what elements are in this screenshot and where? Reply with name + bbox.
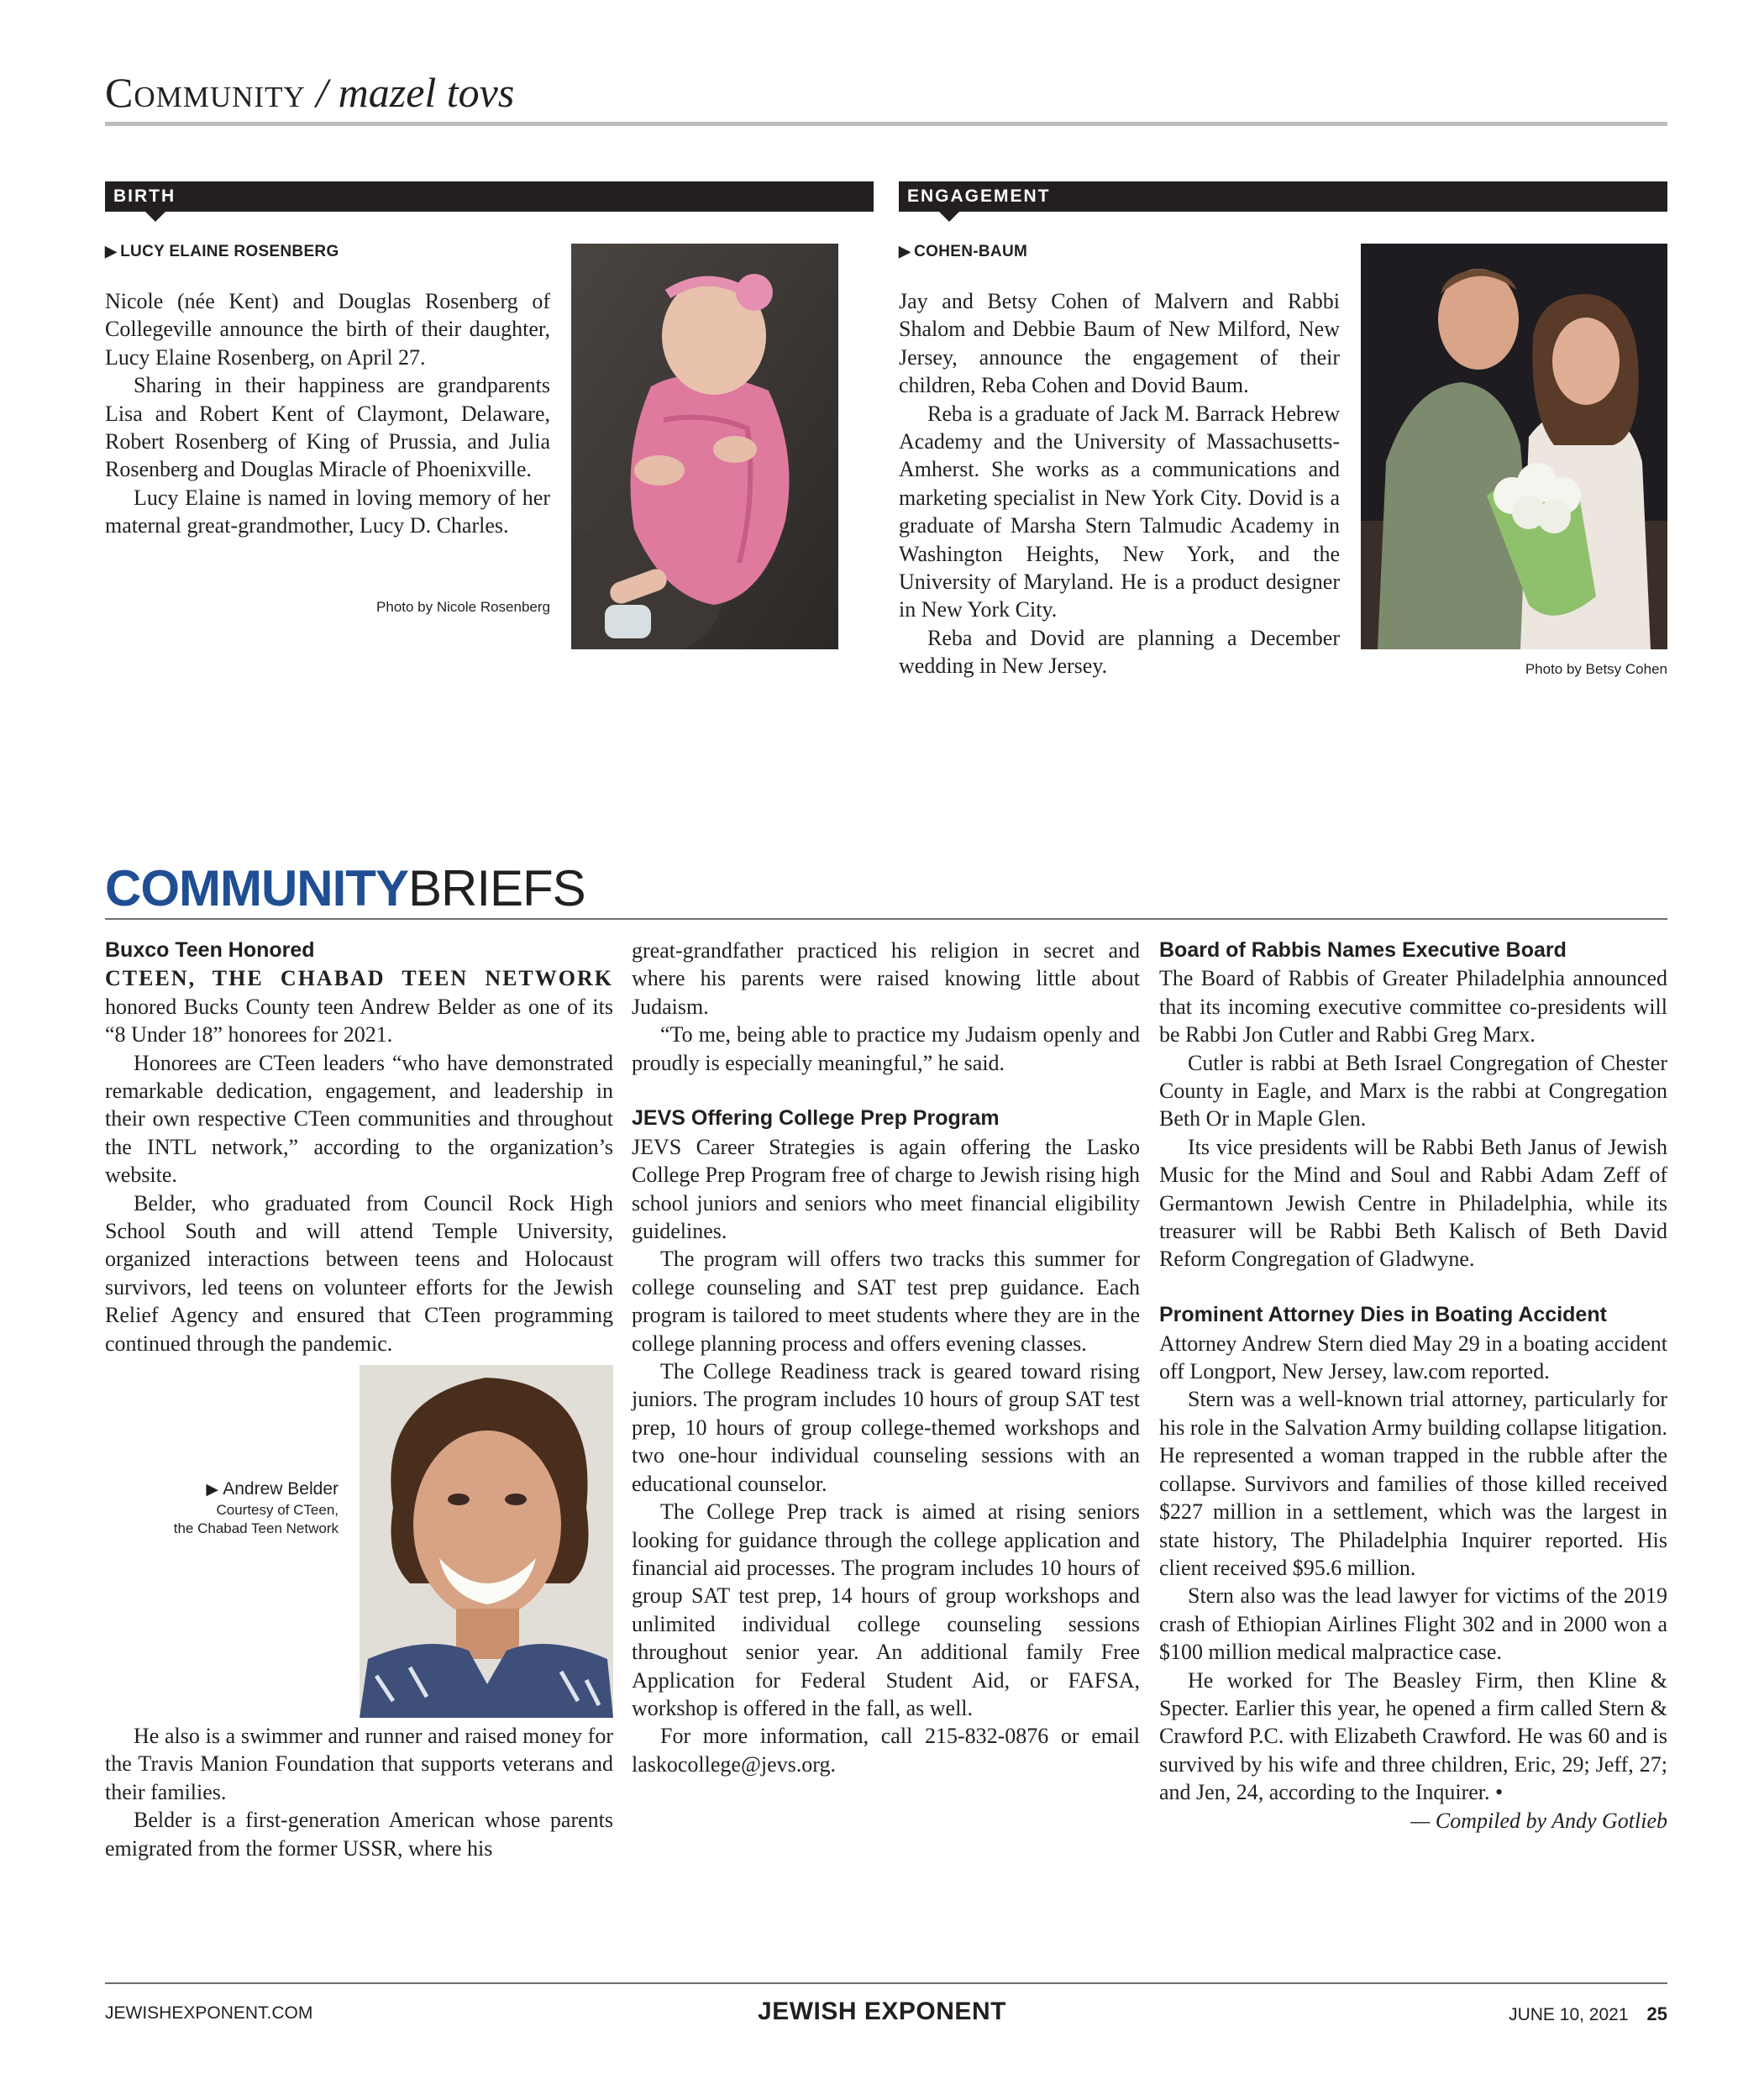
belder-caption-name-row [105, 1478, 339, 1501]
buxco-lead-rest: honored Bucks County teen Andrew Belder as one of its “8 Under 18” honorees for 2021. [105, 994, 613, 1047]
belder-caption-credit-2: the Chabad Teen Network [173, 1520, 339, 1536]
birth-paragraph: Lucy Elaine is named in loving memory of her maternal great-grandmother, Lucy D. Charles. [105, 485, 550, 538]
story-spacer [1159, 1273, 1667, 1301]
jevs-paragraph: The College Prep track is aimed at rising seniors looking for guidance through the college application and financial aid processes. The program includes 10 hours of group SAT test prep, 14 hours of group workshops and unlimited individual college counseling sessions throughout senior year. An additional family Free Application for Federal Student Aid, or FAFSA, workshop is offered in the fall, as well. [632, 1499, 1140, 1720]
footer-date-page [1509, 2003, 1667, 2025]
column-2 [632, 937, 1140, 1778]
briefs-title-bold: COMMUNITY [105, 860, 408, 916]
briefs-title [105, 861, 585, 916]
play-triangle-icon: ▶ [899, 243, 911, 260]
buxco-headline: Buxco Teen Honored [105, 938, 315, 962]
attorney-last-text: He worked for The Beasley Firm, then Kline & Specter. Earlier this year, he opened a firm called Stern & Crawford P.C. with Elizabeth Crawford. He was 60 and is survived by his wife and three children, Eric, 29; Jeff, 27; and Jen, 24, according to the Inquirer. [1159, 1667, 1667, 1805]
birth-photo-credit: Photo by Nicole Rosenberg [376, 599, 550, 615]
buxco-paragraph: He also is a swimmer and runner and raised money for the Travis Manion Foundation that supports veterans and their families. [105, 1724, 613, 1804]
end-mark: • [1495, 1780, 1504, 1805]
story-spacer [632, 1077, 1140, 1105]
baby-photo [571, 244, 838, 649]
section-name: Community [105, 69, 306, 116]
attorney-paragraph: Attorney Andrew Stern died May 29 in a boating accident off Longport, New Jersey, law.com reported. [1159, 1331, 1667, 1384]
attorney-paragraph [1159, 1667, 1667, 1807]
rabbis-paragraph: Cutler is rabbi at Beth Israel Congregation of Chester County in Eagle, and Marx is the rabbi at Congregation Beth Or in Maple Glen. [1159, 1050, 1667, 1131]
birth-label: BIRTH [113, 186, 176, 206]
belder-caption-name: Andrew Belder [223, 1479, 339, 1499]
jevs-paragraph: The College Readiness track is geared toward rising juniors. The program includes 10 hours of group SAT test prep, 10 hours of group college-themed workshops and two one-hour individual counseling sessions with an educational counselor. [632, 1359, 1140, 1496]
birth-bar-notch [145, 212, 165, 222]
belder-caption [105, 1478, 339, 1538]
footer-rule [105, 1982, 1667, 1984]
engagement-label: ENGAGEMENT [907, 186, 1051, 206]
buxco-continued-paragraph: great-grandfather practiced his religion in secret and where his parents were raised knowing little about Judaism. [632, 938, 1140, 1019]
jevs-paragraph: For more information, call 215-832-0876 or email laskocollege@jevs.org. [632, 1724, 1140, 1777]
couple-photo [1361, 244, 1667, 649]
buxco-story-continued [105, 1722, 613, 1862]
buxco-paragraph: Belder, who graduated from Council Rock High School South and will attend Temple University, organized interactions between teens and Holocaust survivors, led teens on volunteer efforts for the Jewish Relief Agency and ensured that CTeen programming continued through the pandemic. [105, 1190, 613, 1356]
birth-body [105, 287, 550, 540]
engagement-name [899, 241, 1027, 262]
column-3 [1159, 937, 1667, 1835]
buxco-paragraph: Honorees are CTeen leaders “who have demonstrated remarkable dedication, engagement, and leadership in their own respective CTeen communities and throughout the INTL network,” according to the organization’s website. [105, 1050, 613, 1188]
rabbis-paragraph: Its vice presidents will be Rabbi Beth Janus of Jewish Music for the Mind and Soul and Rabbi Adam Zeff of Germantown Jewish Centre in Philadelphia, while its treasurer will be Rabbi Beth Kalisch of Beth David Reform Congregation of Gladwyne. [1159, 1134, 1667, 1272]
rabbis-paragraph: The Board of Rabbis of Greater Philadelphia announced that its incoming executive committee co-presidents will be Rabbi Jon Cutler and Rabbi Greg Marx. [1159, 966, 1667, 1047]
buxco-story [105, 937, 613, 1357]
section-separator: / [305, 69, 339, 116]
play-triangle-icon: ▶ [206, 1481, 223, 1499]
birth-name [105, 241, 339, 262]
birth-label-bar [105, 181, 874, 212]
header-rule [105, 122, 1667, 126]
belder-caption-credit-1: Courtesy of CTeen, [216, 1502, 339, 1518]
rabbis-headline: Board of Rabbis Names Executive Board [1159, 938, 1567, 962]
jevs-paragraph: The program will offers two tracks this summer for college counseling and SAT test prep guidance. Each program is tailored to meet students where they are in the college planning process and offers evening classes. [632, 1247, 1140, 1356]
footer-website[interactable]: JEWISHEXPONENT.COM [105, 2003, 313, 2023]
attorney-paragraph: Stern was a well-known trial attorney, particularly for his role in the Salvation Army building collapse litigation. He represented a woman trapped in the rubble after the collapse. Survivors and families of those killed received $227 million in a settlement, which was the largest in state history, The Philadelphia Inquirer reported. His client received $95.6 million. [1159, 1387, 1667, 1580]
belder-photo [360, 1365, 613, 1718]
play-triangle-icon: ▶ [105, 243, 118, 260]
compiled-by: — Compiled by Andy Gotlieb [1410, 1808, 1667, 1833]
birth-paragraph: Sharing in their happiness are grandparents Lisa and Robert Kent of Claymont, Delaware, Robert Rosenberg of King of Prussia, and Julia Rosenberg and Douglas Miracle of Phoenixville. [105, 373, 550, 482]
jevs-headline: JEVS Offering College Prep Program [632, 1106, 1000, 1131]
engagement-paragraph: Reba and Dovid are planning a December wedding in New Jersey. [899, 625, 1340, 679]
attorney-paragraph: Stern also was the lead lawyer for victims of the 2019 crash of Ethiopian Airlines Flight 302 and in 2000 won a $100 million medical malpractice case. [1159, 1583, 1667, 1665]
section-title [105, 67, 514, 118]
buxco-lead [105, 964, 613, 1048]
briefs-title-light: BRIEFS [407, 860, 585, 916]
engagement-body [899, 287, 1340, 680]
subsection-name: mazel tovs [338, 69, 515, 116]
footer-publication: JEWISH EXPONENT [758, 1998, 1006, 2025]
page-number: 25 [1646, 2003, 1667, 2024]
engagement-name-text: COHEN-BAUM [914, 243, 1028, 260]
buxco-lead-caps: CTEEN, THE CHABAD TEEN NETWORK [105, 966, 613, 991]
engagement-photo-credit: Photo by Betsy Cohen [1525, 661, 1667, 677]
briefs-rule [105, 918, 1667, 920]
jevs-paragraph: JEVS Career Strategies is again offering the Lasko College Prep Program free of charge to Jewish rising high school juniors and seniors who meet financial eligibility guidelines. [632, 1134, 1140, 1244]
birth-name-text: LUCY ELAINE ROSENBERG [120, 243, 339, 260]
engagement-paragraph: Reba is a graduate of Jack M. Barrack Hebrew Academy and the University of Massachusetts-Amherst. She works as a communications and marketing specialist in New York City. Dovid is a graduate of Marsha Stern Talmudic Academy in Washington Heights, New York, and the University of Maryland. He is a product designer in New York City. [899, 401, 1340, 622]
engagement-bar-notch [939, 212, 959, 222]
buxco-quote-paragraph: “To me, being able to practice my Judaism openly and proudly is especially meaningful,” he said. [632, 1022, 1140, 1075]
engagement-label-bar [899, 181, 1667, 212]
attorney-headline: Prominent Attorney Dies in Boating Accident [1159, 1303, 1607, 1327]
footer-date: JUNE 10, 2021 [1509, 2005, 1629, 2024]
birth-paragraph: Nicole (née Kent) and Douglas Rosenberg of Collegeville announce the birth of their daughter, Lucy Elaine Rosenberg, on April 27. [105, 289, 550, 370]
engagement-paragraph: Jay and Betsy Cohen of Malvern and Rabbi Shalom and Debbie Baum of New Milford, New Jersey, announce the engagement of their children, Reba Cohen and Dovid Baum. [899, 289, 1340, 398]
buxco-paragraph: Belder is a first-generation American whose parents emigrated from the former USSR, where his [105, 1808, 613, 1861]
